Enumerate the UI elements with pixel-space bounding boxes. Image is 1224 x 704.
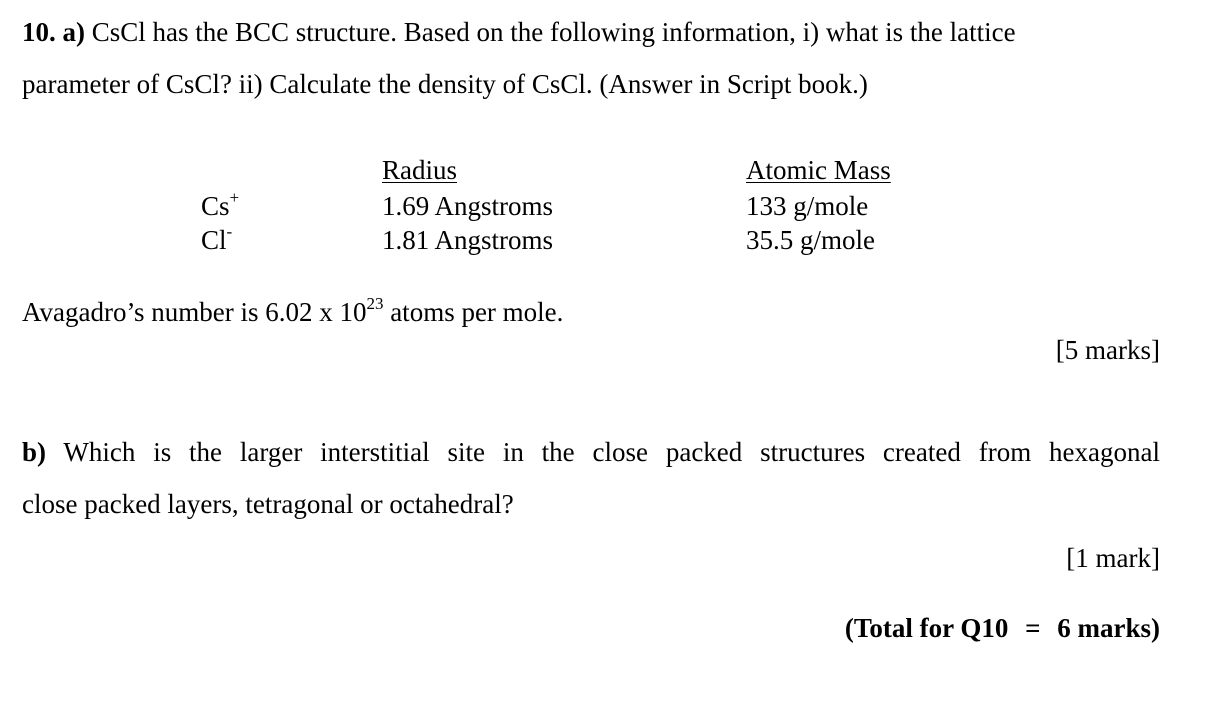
cs-mass: 133 g/mole [746,191,869,221]
total-label: (Total for Q10 [844,613,1009,643]
ion-cl [201,224,232,256]
ion-cl-symbol: Cl [201,225,227,255]
avogadro-line [22,296,563,328]
part-b-marks: [1 mark] [1066,543,1160,573]
part-b-label: b) [22,437,47,467]
radius-header: Radius [382,155,458,185]
total-value: 6 marks) [1057,613,1160,643]
ion-cs-charge: + [229,188,240,207]
part-b-line-2: close packed layers, tetragonal or octahedral? [22,489,514,519]
cl-mass: 35.5 g/mole [746,225,875,255]
total-equals: = [1025,613,1041,643]
question-number: 10. [22,17,56,47]
ion-cs [201,190,239,222]
part-a-line-2: parameter of CsCl? ii) Calculate the density of CsCl. (Answer in Script book.) [22,69,868,99]
total-marks [845,612,1160,644]
avogadro-prefix: Avagadro’s number is 6.02 x 10 [22,297,367,327]
ion-cs-symbol: Cs [201,191,230,221]
avogadro-exponent: 23 [366,294,384,313]
part-a-text-1: CsCl has the BCC structure. Based on the following information, i) what is the lattice [91,17,1016,47]
cl-radius: 1.81 Angstroms [382,225,554,255]
cs-radius: 1.69 Angstroms [382,191,554,221]
part-b-line-1 [22,436,1160,468]
ion-cl-charge: - [226,222,233,241]
part-a-label: a) [62,17,85,47]
avogadro-suffix: atoms per mole. [383,297,564,327]
part-a-line-1 [22,16,1016,48]
part-b-text-1: Which is the larger interstitial site in the close packed structures created from hexagonal [63,437,1160,467]
atomic-mass-header: Atomic Mass [746,155,891,185]
part-a-marks: [5 marks] [1055,335,1160,365]
